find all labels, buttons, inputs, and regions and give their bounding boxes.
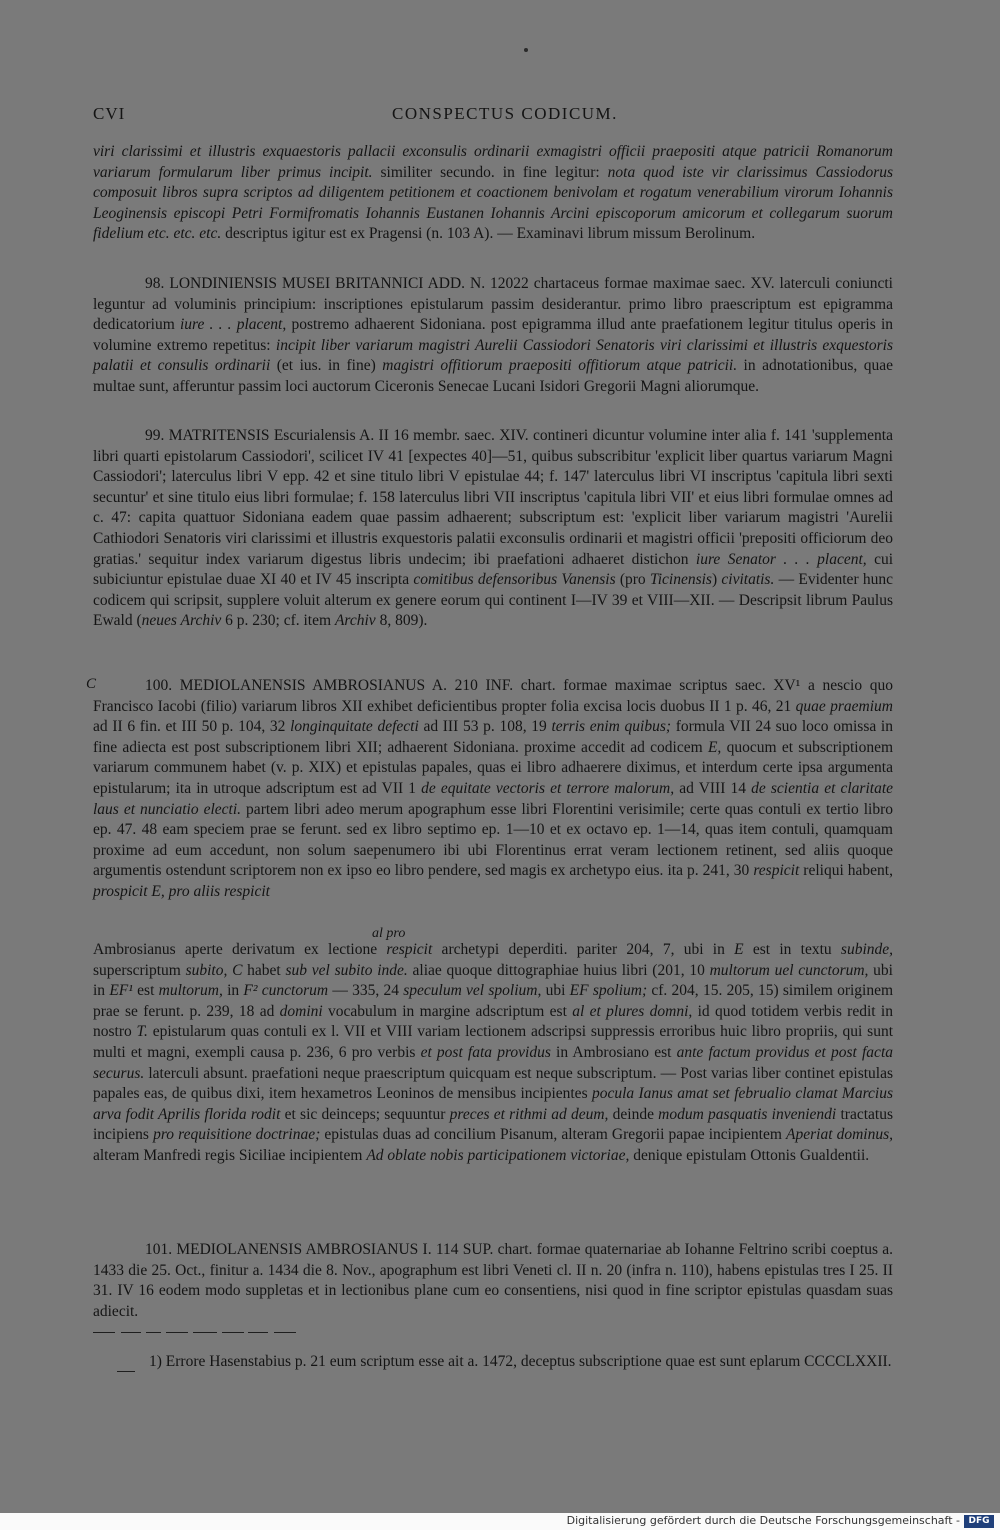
text-run: ubi in <box>93 961 893 1000</box>
text-italic: et post fata providus <box>420 1043 551 1061</box>
text-italic: terris enim quibus; <box>551 718 672 736</box>
ink-dot <box>524 48 528 52</box>
text-italic: respicit <box>753 862 800 880</box>
text-italic: nota quod iste vir clarissimus Cassiodorus composuit libros supra scriptos ad diligentem petitionem et coactionem benivolam et rogatum venerabilium virorum Iohannis Leoginensis episcopi Petri Formifromatis Iohannis Eustanen Iohannis Arcini episcoporum amicorum et collegarum suorum fidelium etc. etc. etc. <box>93 163 894 243</box>
footnote-rule <box>222 1332 244 1333</box>
text-run: in adnotationibus, quae multae sunt, afferuntur passim loci auctorum Ciceronis Senecae Lucani Isidori Gregorii Magni aliorumque. <box>93 357 893 395</box>
interlinear-note: al pro <box>372 926 406 941</box>
text-italic: quae praemium <box>795 697 893 715</box>
text-run: (pro <box>615 571 650 589</box>
text-italic: civitatis. <box>721 571 775 589</box>
footnote-rule <box>274 1332 296 1333</box>
text-run: superscriptum <box>93 961 186 979</box>
footnote-rule <box>146 1332 161 1333</box>
paragraph-99 <box>93 426 893 668</box>
text-run: deinde <box>608 1105 659 1123</box>
text-run: formula VII 24 suo loco omissa in fine adiecta est post subscriptionem libri XII; adhaerent Sidoniana. proxime accedit ad codicem <box>93 718 893 756</box>
footnote-rule <box>248 1332 268 1333</box>
footnote-rule <box>166 1332 188 1333</box>
paragraph-100 <box>93 676 893 926</box>
text-run: in Ambrosiano est <box>550 1043 677 1061</box>
paragraph-100-continued <box>93 940 893 1232</box>
text-italic: sub vel subito inde. <box>285 961 408 979</box>
text-italic: iure Senator . . . placent, <box>695 550 867 568</box>
text-italic: prospicit E, pro aliis respicit <box>93 882 270 900</box>
footnote-rule <box>93 1332 115 1333</box>
text-italic: T. <box>136 1023 148 1041</box>
text-run: est <box>132 982 159 1000</box>
text-italic: ante factum providus et post facta securus. <box>93 1043 893 1082</box>
text-run: — 335, 24 <box>328 982 404 1000</box>
text-italic: longinquitate defecti <box>290 718 419 736</box>
text-italic: domini <box>279 1002 323 1020</box>
paragraph-continuation <box>93 142 893 270</box>
text-run: laterculi absunt. praefationi neque praescriptum quicquam est neque subscriptum. — Post varias liber continet epistulas papales eas, de quibus dixi, item hexametros Leoninos de mensibus incipientes <box>93 1064 893 1103</box>
text-italic: multorum uel cunctorum, <box>709 961 869 979</box>
text-run: (et ius. in fine) <box>270 357 383 375</box>
page-number: CVI <box>93 104 126 123</box>
text-italic: pro requisitione doctrinae; <box>153 1126 321 1144</box>
text-run: et sic deinceps; sequuntur <box>280 1105 450 1123</box>
text-italic: subinde, <box>840 941 893 958</box>
text-run: 98. LONDINIENSIS MUSEI BRITANNICI ADD. N. 12022 chartaceus formae maximae saec. XV. laterculi coniuncti leguntur ad voluminis principium: inscriptiones epistularum passim desiderantur. primo libro praescriptum est epigramma dedicatorium <box>93 275 893 334</box>
text-italic: E <box>734 941 744 958</box>
text-italic: al et plures domni, <box>572 1002 693 1020</box>
text-run: reliqui habent, <box>799 862 893 880</box>
text-run: postremo adhaerent Sidoniana. post epigramma illud ante praefationem legitur titulus operis in volumine extremo repetitus: <box>93 316 894 354</box>
margin-siglum: C <box>86 676 97 692</box>
text-italic: preces et rithmi ad deum, <box>449 1105 609 1123</box>
text-run: ad II 6 fin. et III 50 p. 104, 32 <box>93 718 291 736</box>
text-italic: pocula Ianus amat set februalio clamat Marcius arva fodit Aprilis florida rodit <box>93 1085 893 1123</box>
text-run: quocum et subscriptionem variarum communem habet (v. p. XIX) et epistulas papales, quas ei libro adhaerere diximus, et interdum certe ipsa argumenta epistularum; ita in utroque adscriptum est ad VII 1 <box>93 738 893 797</box>
text-italic: EF spolium; <box>569 982 648 1000</box>
text-italic: Aperiat dominus, <box>786 1126 894 1144</box>
text-run: ) <box>711 571 722 589</box>
footnote-rule <box>121 1332 141 1333</box>
text-run: ad VIII 14 <box>674 779 752 797</box>
text-italic: modum pasquatis inveniendi <box>658 1105 837 1123</box>
text-italic: viri clarissimi et illustris exquaestoris pallacii exconsulis ordinarii exmagistri officii praepositi atque patricii Romanorum variarum formularum liber primus incipit. <box>93 143 893 181</box>
text-run: 6 p. 230; cf. item <box>221 612 335 630</box>
footnote-rule <box>193 1332 217 1333</box>
paragraph-101 <box>93 1240 893 1320</box>
running-title: CONSPECTUS CODICUM. <box>392 104 618 123</box>
text-run: epistularum quas contuli ex l. VII et VIII variam lectionem adscripsi suppressis erroribus huic libro propriis, qui sunt multi et magni, exempli causa p. 236, 6 pro verbis <box>93 1023 893 1061</box>
text-italic: Ticinensis <box>649 571 712 589</box>
funding-notice: Digitalisierung gefördert durch die Deutsche Forschungsgemeinschaft - <box>566 1514 960 1527</box>
text-run: descriptus igitur est ex Pragensi (n. 103 A). — Examinavi librum missum Berolinum. <box>221 225 756 243</box>
text-italic: Ad oblate nobis participationem victoriae, <box>366 1146 630 1164</box>
text-run: cui subiciuntur epistulae duae XI 40 et IV 45 inscripta <box>93 550 894 589</box>
text-run: 101. MEDIOLANENSIS AMBROSIANUS I. 114 SUP. chart. formae quaternariae ab Iohanne Feltrino scribi coeptus a. 1433 die 25. Oct., finitur a. 1434 die 8. Nov., apographum est libri Veneti cl. II n. 20 (infra n. 110), habens epistulas tres I 25. II 31. IV 16 eodem modo suppletas et in lectionibus plane cum eo consentiens, nisi quod in fine scriptor epistulas quasdam suas adiecit. <box>93 1241 893 1320</box>
text-italic: speculum vel spolium, <box>403 982 542 1000</box>
text-run: id quod totidem verbis redit in nostro <box>93 1002 893 1041</box>
text-italic: comitibus defensoribus Vanensis <box>413 571 616 589</box>
text-italic: subito, C <box>185 961 243 979</box>
text-run: — Evidenter hunc codicem qui scripsit, supplere voluit alterum ex genere eorum qui continent I—IV 39 et VIII—XII. — Descripsit librum Paulus Ewald ( <box>93 571 893 630</box>
dfg-logo-icon: DFG <box>964 1515 994 1528</box>
text-run: 99. MATRITENSIS Escurialensis A. II 16 membr. saec. XIV. contineri dicuntur volumine inter alia f. 141 'supplementa libri quarti epistolarum Cassiodori', scilicet IV 41 [expectes 40]—51, quibus subscribitur 'explicit liber quartus variarum Magni Cassiodori'; laterculus libri V epp. 42 et sine titulo libri V epistulae 44; f. 147' laterculus libri VI inscriptus 'capitula libri sexti secuntur' et sine titulo eius libri formulae; f. 158 laterculus libri VII inscriptus 'capitula libri VII' et eius libri formulae omnes ad c. 47: capita quattuor Sidoniana eadem quae passim adhaerent; subscriptum est: 'explicit liber variarum magistri 'Aurelii Cathiodori Senatoris viri clarissimi et illustris exquestoris palatii exconsulis ordinarii et magistri officii 'prepositi officiorum deo gratias.' sequitur index variarum digestus libris undecim; ibi praefationi adhaeret distichon <box>93 427 893 568</box>
text-italic: iure . . . placent, <box>179 316 287 334</box>
text-run: vocabulum in margine adscriptum est <box>322 1002 573 1020</box>
text-italic: incipit liber variarum magistri Aurelii Cassiodori Senatoris viri clarissimi et illustris exquestoris palatii et consulis ordinarii <box>93 336 893 375</box>
text-italic: F² <box>243 982 258 1000</box>
text-run: 100. MEDIOLANENSIS AMBROSIANUS A. 210 INF. chart. formae maximae scriptus saec. XV¹ a nescio quo Francisco Iacobi (filio) variarum libros XII exhibet deficientibus propter folia excisa locis duobus II 1 p. 46, 21 <box>93 677 893 715</box>
text-run: archetypi deperditi. pariter 204, 7, ubi in <box>432 941 735 958</box>
text-run: est in textu <box>743 941 841 958</box>
text-run: habet <box>242 961 286 979</box>
text-italic: EF¹ <box>109 982 133 1000</box>
text-italic: sunt eplarum CCCCLXXII. <box>719 1353 892 1370</box>
text-italic: cunctorum <box>261 982 329 1000</box>
text-italic: E, <box>707 738 722 756</box>
text-italic: respicit <box>386 941 433 958</box>
text-run: similiter secundo. in fine legitur: <box>372 163 608 181</box>
text-italic: de equitate vectoris et terrore malorum, <box>421 779 675 797</box>
text-run: tractatus incipiens <box>93 1105 893 1144</box>
text-run: cf. 204, 15. 205, 15) similem originem prae se ferunt. p. 239, 18 ad <box>93 982 894 1020</box>
text-run: ubi <box>541 982 570 1000</box>
text-run: epistulas duas ad concilium Pisanum, alteram Gregorii papae incipientem <box>320 1126 787 1144</box>
text-run: 8, 809). <box>375 612 428 630</box>
text-italic: de scientia et claritate laus et nunciatio electi. <box>93 779 894 818</box>
text-run: in <box>222 982 244 1000</box>
text-run: aliae quoque dittographiae huius libri (201, 10 <box>407 961 710 979</box>
text-italic: Archiv <box>334 612 376 630</box>
text-italic: neues Archiv <box>141 612 222 630</box>
text-run: partem libri adeo merum apographum esse libri Florentini verisimile; certe quas contuli ex tertio libro ep. 47. 48 eam speciem prae se ferunt. sed ex libro septimo ep. 1—10 et ex octavo ep. 1—14, quas item contuli, quamquam proxime ad eum accedunt, non solum saepenumero ibi ubi Florentinus errat veram lectionem retinent, sed aliis quoque argumentis ostendunt scriptorem non ex ipso eo libro pendere, sed magis ex archetypo eius. ita p. 241, 30 <box>93 800 893 880</box>
text-italic: multorum, <box>158 982 223 1000</box>
text-run: alteram Manfredi regis Siciliae incipientem <box>93 1146 367 1164</box>
text-italic: magistri offitiorum praepositi offitiorum atque patricii. <box>382 357 738 375</box>
text-run: 1) Errore Hasenstabius p. 21 eum scriptum esse ait a. 1472, deceptus subscriptione quae est <box>149 1353 720 1370</box>
text-run: denique epistulam Ottonis Gualdentii. <box>629 1146 870 1164</box>
text-run: ad III 53 p. 108, 19 <box>418 718 552 736</box>
footnote <box>93 1352 893 1372</box>
paragraph-98 <box>93 274 893 422</box>
text-run: Ambrosianus aperte derivatum ex lectione <box>93 941 387 958</box>
